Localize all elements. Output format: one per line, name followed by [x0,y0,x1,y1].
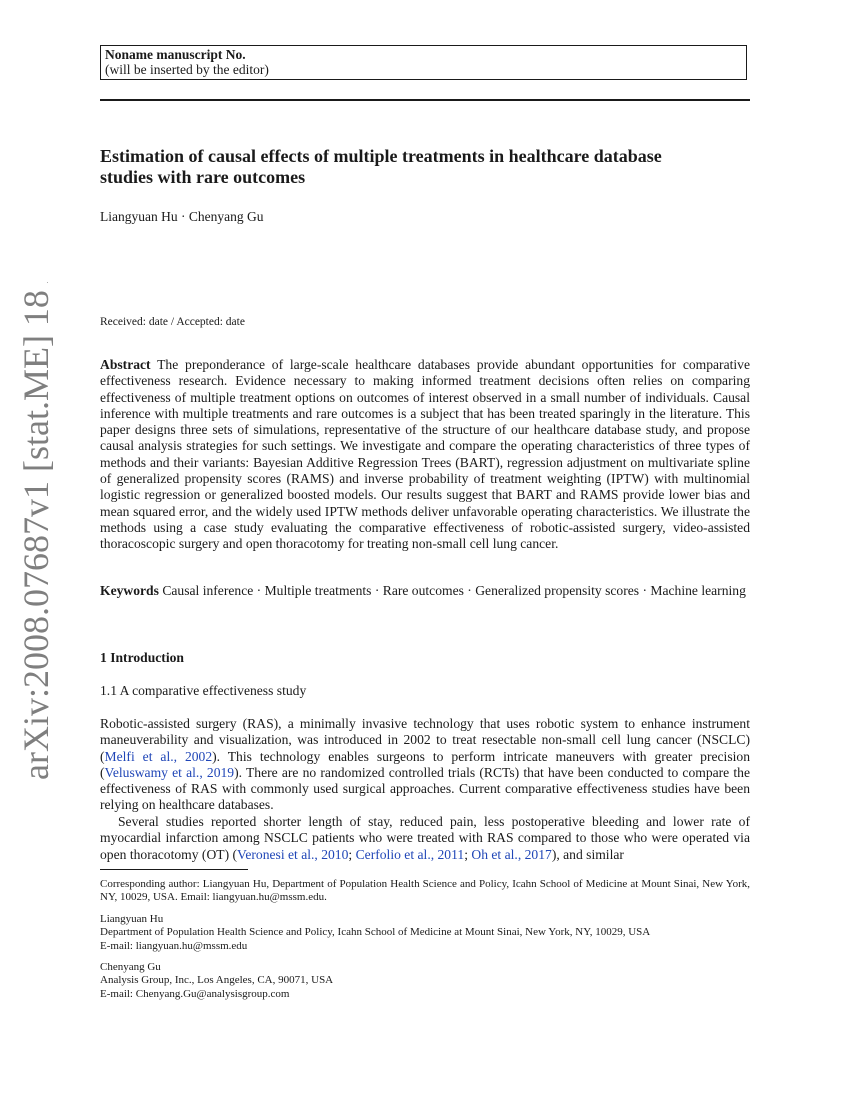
citation-link[interactable]: Veronesi et al., 2010 [237,846,349,862]
citation-separator: ; [348,846,356,862]
affiliation-name: Liangyuan Hu [100,913,164,925]
body-text: ). There are no randomized controlled trials (RCTs) that have been conducted to compare the effectiveness of RAS with commonly used surgical approaches. Current comparative effectiveness studies have been relying on healthcare databases. [100,764,750,813]
citation-link[interactable]: Melfi et al., 2002 [104,748,213,764]
header-rule [100,99,750,101]
citation-link[interactable]: Oh et al., 2017 [471,846,552,862]
corresponding-author-footnote: Corresponding author: Liangyuan Hu, Department of Population Health Science and Policy, Icahn School of Medicine at Mount Sinai, New York, NY, 10029, USA. Email: liangyuan.hu@mssm.edu. [100,878,750,904]
arxiv-stamp [12,282,56,782]
abstract-text: The preponderance of large-scale healthcare databases provide abundant opportunities for comparative effectiveness research. Evidence necessary to making informed treatment decisions often relies on comparing effectiveness of multiple treatment options on outcomes of interest observed in a small number of individuals. Causal inference with multiple treatments and rare outcomes is a subject that has been treated sparingly in the literature. This paper designs three sets of simulations, representative of the structure of our healthcare database study, and propose causal analysis strategies for such settings. We investigate and compare the operating characteristics of three types of methods and their variants: Bayesian Additive Regression Trees (BART), regression adjustment on multivariate spline of generalized propensity scores (RAMS) and inverse probability of treatment weighting (IPTW) with multinomial logistic regression or generalized boosted models. Our results suggest that BART and RAMS provide lower bias and mean squared error, and the widely used IPTW methods deliver unfavorable operating characteristics. We illustrate the methods using a case study evaluating the comparative effectiveness of robotic-assisted surgery, video-assisted thoracoscopic surgery and open thoracotomy for treating non-small cell lung cancer. [100,357,750,552]
affiliation-2 [100,961,760,1001]
affiliation-department: Department of Population Health Science and Policy, Icahn School of Medicine at Mount Sinai, New York, NY, 10029, USA [100,926,651,939]
keywords-label: Keywords [100,583,159,598]
abstract [100,357,750,553]
body-text: Several studies reported shorter length of stay, reduced pain, less postoperative bleeding and lower rate of myocardial infarction among NSCLC patients who were treated with RAS compared to those who were operated via open thoracotomy (OT) ( [100,814,750,862]
affiliation-name: Chenyang Gu [100,961,161,973]
affiliation-email: E-mail: liangyuan.hu@mssm.edu [100,939,248,952]
title-line-1: Estimation of causal effects of multiple treatments in healthcare database [100,146,662,166]
title-line-2: studies with rare outcomes [100,167,306,187]
citation-link[interactable]: Veluswamy et al., 2019 [104,764,235,780]
citation-separator: ; [464,846,472,862]
received-accepted-dates: Received: date / Accepted: date [100,316,245,328]
body-text: ). This technology enables surgeons to perform intricate maneuvers with greater precision ( [100,748,750,780]
citation-link[interactable]: Cerfolio et al., 2011 [355,846,465,862]
body-text: ), and similar [551,846,624,862]
abstract-label: Abstract [100,357,151,372]
affiliation-email: E-mail: Chenyang.Gu@analysisgroup.com [100,987,290,1000]
keywords-text: Causal inference · Multiple treatments · Rare outcomes · Generalized propensity scores · Machine learning [162,583,746,598]
body-paragraph-2 [100,814,750,863]
section-heading-introduction: 1 Introduction [100,650,184,665]
body-text: Robotic-assisted surgery (RAS), a minimally invasive technology that uses robotic system to enhance instrument maneuverability and visualization, was introduced in 2002 to treat resectable non-small cell lung cancer (NSCLC) ( [100,716,750,764]
body-paragraph-1 [100,716,750,814]
affiliation-1 [100,913,760,953]
keywords [100,583,750,599]
manuscript-label: Noname manuscript No. [105,47,246,62]
affiliation-department: Analysis Group, Inc., Los Angeles, CA, 90071, USA [100,974,334,987]
editor-note: (will be inserted by the editor) [105,62,269,77]
subsection-heading: 1.1 A comparative effectiveness study [100,683,307,698]
paper-title [100,146,760,188]
manuscript-number-box [100,45,747,80]
author-list: Liangyuan Hu · Chenyang Gu [100,209,264,224]
footnote-rule [100,869,248,870]
arxiv-stamp-text: arXiv:2008.07687v1 [stat.ME] 18 Aug 2020 [16,282,56,780]
